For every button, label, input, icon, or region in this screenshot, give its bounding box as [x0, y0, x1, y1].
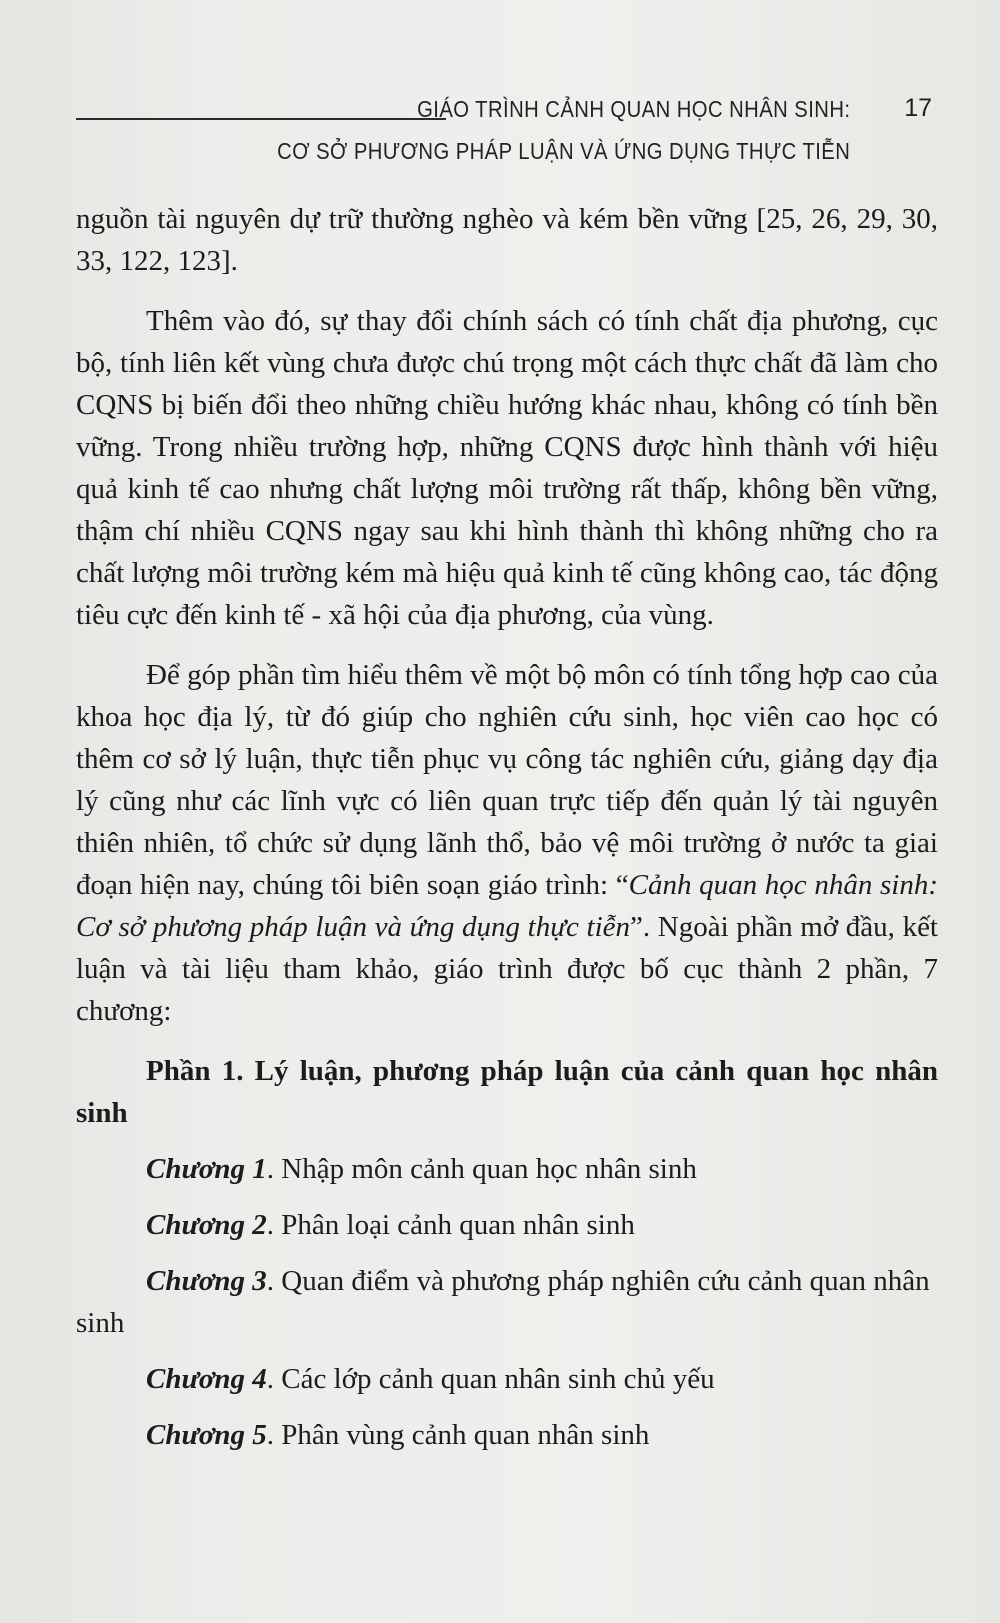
paragraph-text: Để góp phần tìm hiểu thêm về một bộ môn có tính tổng hợp cao của khoa học địa lý, từ đó giúp cho nghiên cứu sinh, học viên cao học có thêm cơ sở lý luận, thực tiễn phục vụ công tác nghiên cứu, giảng dạy địa lý cũng như các lĩnh vực có liên quan trực tiếp đến quản lý tài nguyên thiên nhiên, tổ chức sử dụng lãnh thổ, bảo vệ môi trường ở nước ta giai đoạn hiện nay, chúng tôi biên soạn giáo trình: “	[76, 659, 938, 901]
page-body	[76, 198, 938, 1470]
chapter-item	[76, 1414, 938, 1456]
page-number: 17	[904, 94, 932, 122]
chapter-title: . Nhập môn cảnh quan học nhân sinh	[266, 1153, 697, 1185]
book-title-italic: Cảnh quan học nhân sinh: Cơ sở phương pháp luận và ứng dụng thực tiễn	[76, 869, 938, 943]
chapter-label: Chương 3	[146, 1265, 267, 1297]
chapter-item	[76, 1358, 938, 1400]
chapter-title: . Quan điểm và phương pháp nghiên cứu cảnh quan nhân sinh	[76, 1265, 930, 1339]
chapter-title: . Phân loại cảnh quan nhân sinh	[266, 1209, 635, 1241]
paragraph-policy-change: Thêm vào đó, sự thay đổi chính sách có tính chất địa phương, cục bộ, tính liên kết vùng chưa được chú trọng một cách thực chất đã làm cho CQNS bị biến đổi theo những chiều hướng khác nhau, không có tính bền vững. Trong nhiều trường hợp, những CQNS được hình thành với hiệu quả kinh tế cao nhưng chất lượng môi trường rất thấp, không bền vững, thậm chí nhiều CQNS ngay sau khi hình thành thì không những cho ra chất lượng môi trường kém mà hiệu quả kinh tế cũng không cao, tác động tiêu cực đến kinh tế - xã hội của địa phương, của vùng.	[76, 305, 938, 631]
part-1-heading: Phần 1. Lý luận, phương pháp luận của cảnh quan học nhân sinh	[76, 1055, 938, 1129]
paragraph-textbook-purpose	[76, 654, 938, 1032]
chapter-label: Chương 4	[146, 1363, 267, 1395]
running-header-subtitle: CƠ SỞ PHƯƠNG PHÁP LUẬN VÀ ỨNG DỤNG THỰC TIỄN	[276, 138, 850, 164]
header-rule	[76, 118, 446, 120]
chapter-title: . Các lớp cảnh quan nhân sinh chủ yếu	[266, 1363, 715, 1395]
chapter-item	[76, 1260, 938, 1344]
chapter-label: Chương 2	[146, 1209, 267, 1241]
paragraph-text: ”. Ngoài phần mở đầu, kết luận và tài liệu tham khảo, giáo trình được bố cục thành 2 phần, 7 chương:	[76, 911, 938, 1027]
chapter-item	[76, 1148, 938, 1190]
chapter-title: . Phân vùng cảnh quan nhân sinh	[266, 1419, 650, 1451]
paragraph-continued: nguồn tài nguyên dự trữ thường nghèo và kém bền vững [25, 26, 29, 30, 33, 122, 123].	[76, 203, 938, 277]
chapter-item	[76, 1204, 938, 1246]
chapter-label: Chương 1	[146, 1153, 267, 1185]
chapter-label: Chương 5	[146, 1419, 267, 1451]
running-header-title: GIÁO TRÌNH CẢNH QUAN HỌC NHÂN SINH:	[416, 96, 850, 122]
